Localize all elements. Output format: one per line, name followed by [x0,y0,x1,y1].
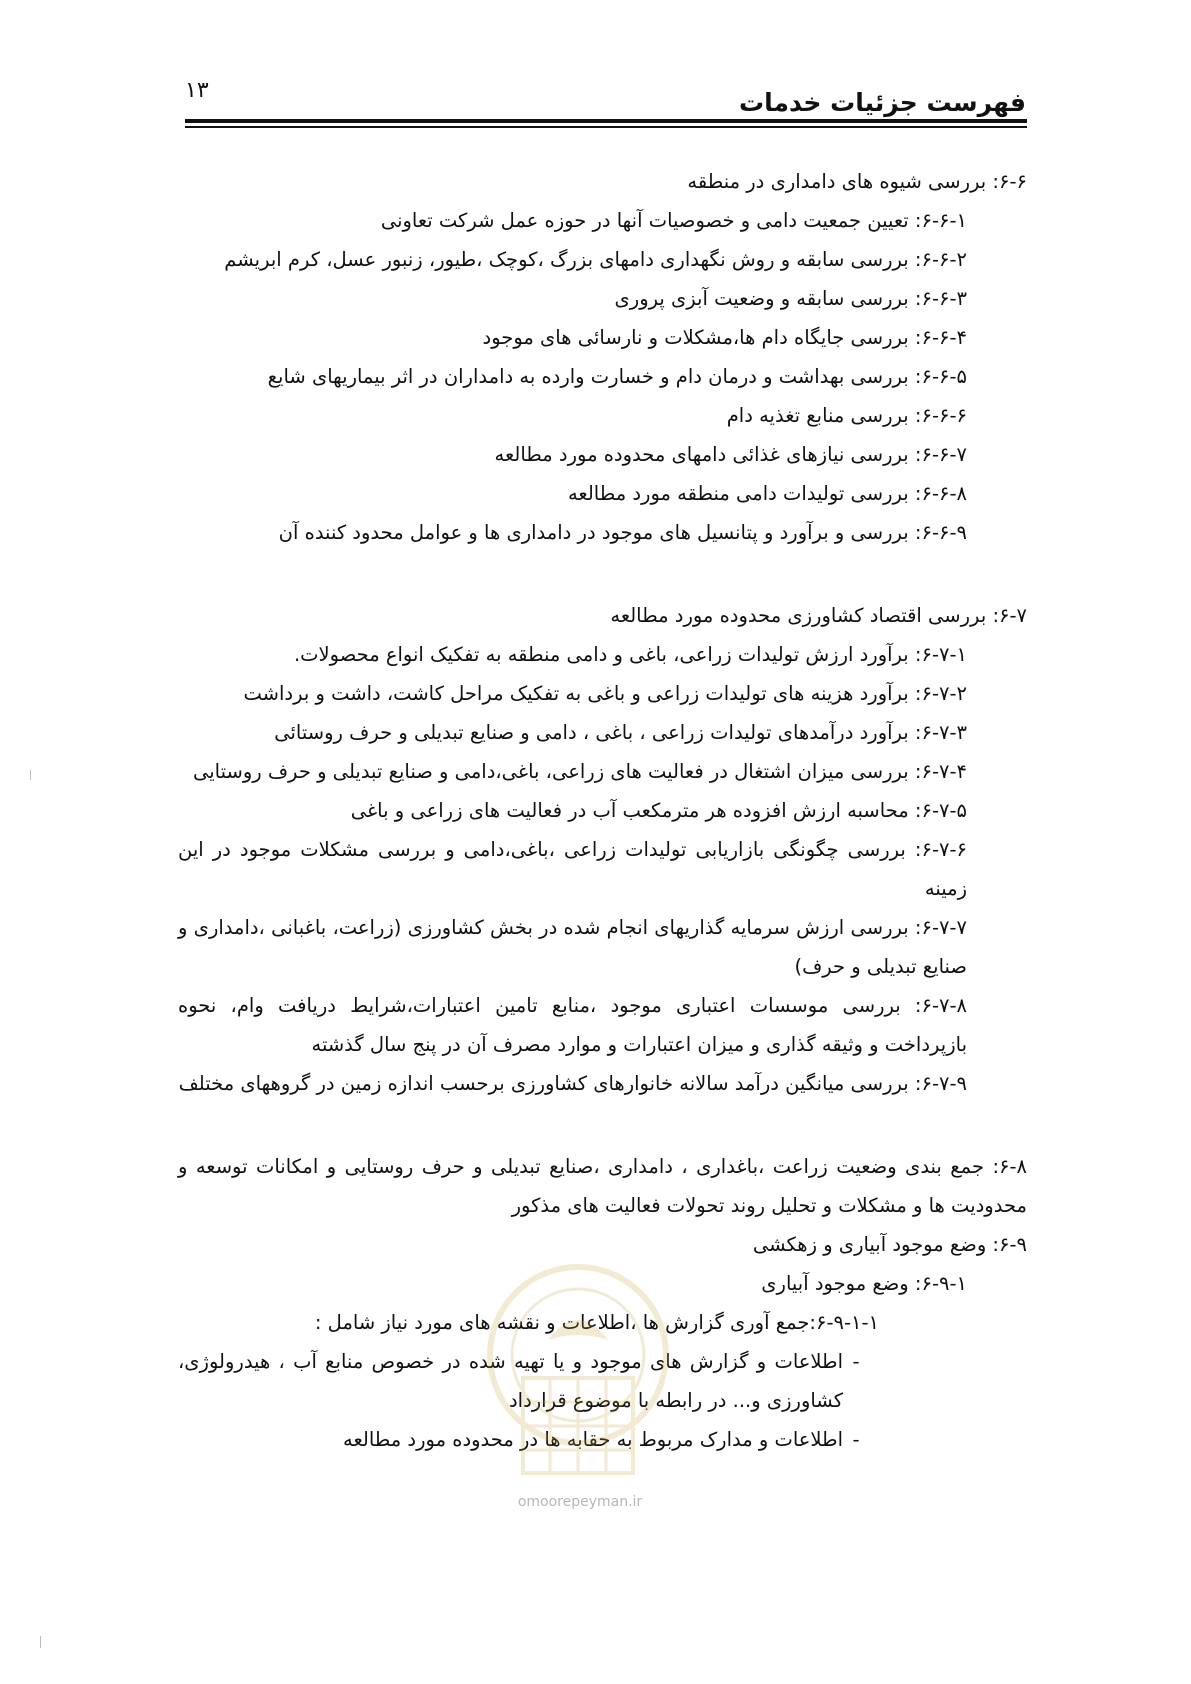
outline-line: ۶-۶-۴: بررسی جایگاه دام ها،مشکلات و نارسائی های موجود [482,326,967,349]
outline-line: ۶-۹: وضع موجود آبیاری و زهکشی [752,1233,1027,1256]
outline-line: ۶-۷: بررسی اقتصاد کشاورزی محدوده مورد مطالعه [610,604,1027,627]
margin-mark [30,770,31,780]
outline-line: ۶-۶-۱: تعیین جمعیت دامی و خصوصیات آنها در حوزه عمل شرکت تعاونی [380,209,967,232]
outline-paragraph: ۶-۸: جمع بندی وضعیت زراعت ،باغداری ، دامداری ،صنایع تبدیلی و حرف روستایی و امکانات توسعه و محدودیت ها و مشکلات و تحلیل روند تحولات فعالیت های مذکور [178,1155,1027,1217]
header-rule-thin [185,126,1027,128]
outline-paragraph: ۶-۷-۶: بررسی چگونگی بازاریابی تولیدات زراعی ،باغی،دامی و بررسی مشکلات موجود در این زمینه [178,838,967,900]
outline-line: ۶-۶-۸: بررسی تولیدات دامی منطقه مورد مطالعه [567,482,967,505]
outline-line: ۶-۹-۱-۱:جمع آوری گزارش ها ،اطلاعات و نقشه های مورد نیاز شامل : [314,1311,879,1334]
bullet-text: اطلاعات و مدارک مربوط به حقابه ها در محدوده مورد مطالعه [343,1428,843,1451]
outline-line: ۶-۶: بررسی شیوه های دامداری در منطقه [687,170,1027,193]
watermark-text: omoorepeyman.ir [517,1494,643,1510]
outline-line: ۶-۶-۶: بررسی منابع تغذیه دام [726,404,967,427]
outline-line: ۶-۶-۵: بررسی بهداشت و درمان دام و خسارت وارده به دامداران در اثر بیماریهای شایع [267,365,967,388]
outline-line: ۶-۶-۳: بررسی سابقه و وضعیت آبزی پروری [614,287,967,310]
outline-line: ۶-۶-۹: بررسی و برآورد و پتانسیل های موجود در دامداری ها و عوامل محدود کننده آن [278,521,967,544]
bullet-text: اطلاعات و گزارش های موجود و یا تهیه شده در خصوص منابع آب ، هیدرولوژی، کشاورزی و... در رابطه با موضوع قرارداد [178,1350,843,1412]
outline-line: ۶-۷-۲: برآورد هزینه های تولیدات زراعی و باغی به تفکیک مراحل کاشت، داشت و برداشت [243,682,967,705]
section-gap [178,1103,1027,1147]
outline-line: ۶-۶-۲: بررسی سابقه و روش نگهداری دامهای بزرگ ،کوچک ،طیور، زنبور عسل، کرم ابریشم [224,248,967,271]
outline-line: ۶-۷-۴: بررسی میزان اشتغال در فعالیت های زراعی، باغی،دامی و صنایع تبدیلی و حرف روستایی [192,760,967,783]
outline-paragraph: ۶-۷-۸: بررسی موسسات اعتباری موجود ،منابع تامین اعتبارات،شرایط دریافت وام، نحوه بازپرداخت و وثیقه گذاری و میزان اعتبارات و موارد مصرف آن در پنج سال گذشته [178,994,967,1056]
seal-logo-icon [478,1260,678,1500]
header-title: فهرست جزئیات خدمات [739,88,1026,117]
outline-line: ۶-۷-۵: محاسبه ارزش افزوده هر مترمکعب آب در فعالیت های زراعی و باغی [350,799,967,822]
section-gap [178,552,1027,596]
outline-paragraph: ۶-۷-۷: بررسی ارزش سرمایه گذاریهای انجام شده در بخش کشاورزی (زراعت، باغبانی ،دامداری و صنایع تبدیلی و حرف) [178,916,967,978]
outline-line: ۶-۶-۷: بررسی نیازهای غذائی دامهای محدوده مورد مطالعه [494,443,967,466]
outline-line: ۶-۷-۱: برآورد ارزش تولیدات زراعی، باغی و دامی منطقه به تفکیک انواع محصولات. [293,643,967,666]
page-number: ۱۳ [185,78,209,103]
dash-bullet-icon: - [852,1428,860,1451]
outline-paragraph: ۶-۷-۹: بررسی میانگین درآمد سالانه خانوارهای کشاورزی برحسب اندازه زمین در گروههای مختلف [178,1072,967,1095]
margin-mark [40,1636,41,1648]
dash-bullet-icon: - [852,1350,860,1373]
outline-line: ۶-۹-۱: وضع موجود آبیاری [761,1272,967,1295]
outline-line: ۶-۷-۳: برآورد درآمدهای تولیدات زراعی ، باغی ، دامی و صنایع تبدیلی و حرف روستائی [274,721,967,744]
header-rule-thick [185,119,1027,123]
